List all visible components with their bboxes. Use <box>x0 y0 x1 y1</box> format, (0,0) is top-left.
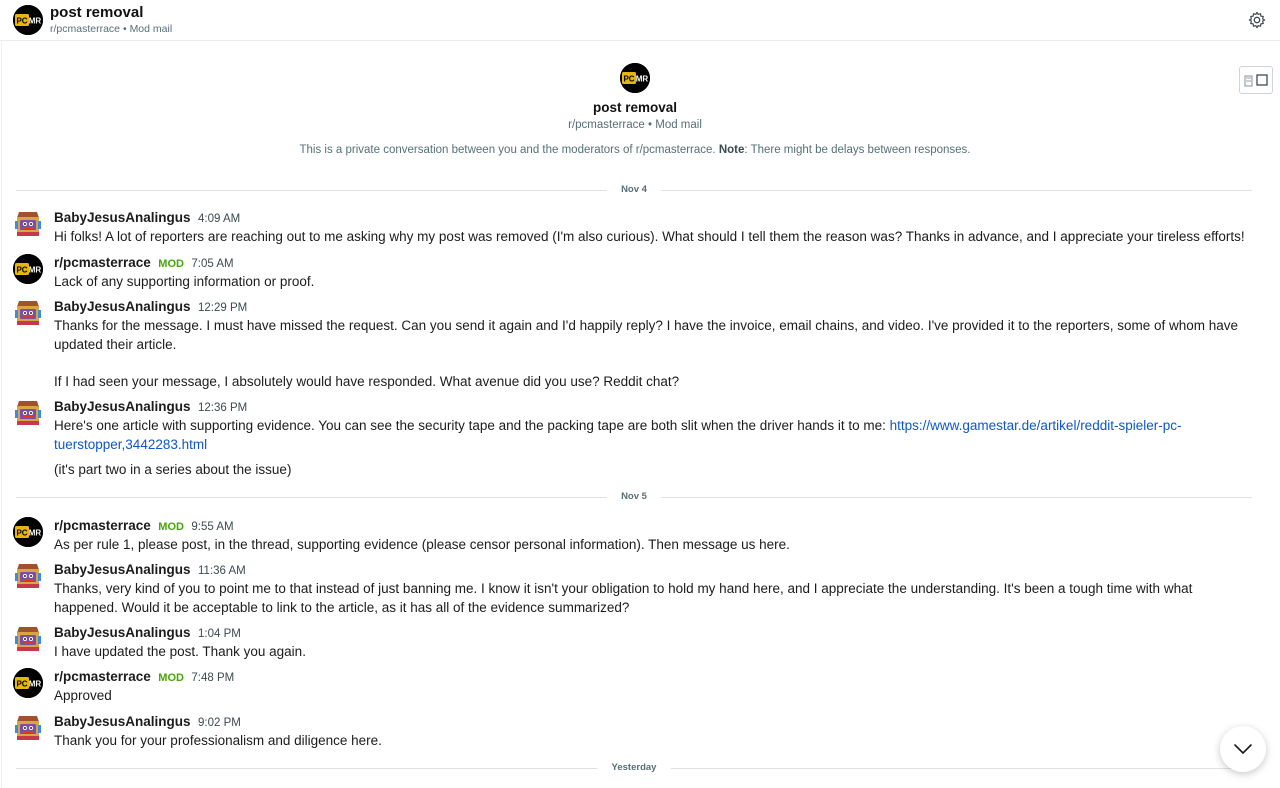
user-avatar[interactable] <box>13 298 43 328</box>
message-text: Here's one article with supporting evidence. You can see the security tape and the packing tape are both slit when the driver hands it to me: <box>54 418 886 433</box>
message-meta <box>54 209 240 227</box>
message-time: 7:48 PM <box>191 672 235 684</box>
modmail-header <box>0 0 1280 41</box>
user-avatar[interactable] <box>13 624 43 654</box>
conversation-context: Mod mail <box>655 119 702 131</box>
message-text-paragraph-2: (it's part two in a series about the issue) <box>54 462 292 477</box>
message-text: Thank you for your professionalism and diligence here. <box>54 733 382 748</box>
message-body <box>54 536 1254 555</box>
message-meta <box>54 398 247 416</box>
day-divider-label: Nov 5 <box>607 490 661 504</box>
subreddit-avatar[interactable] <box>13 517 43 547</box>
conversation-separator: • <box>648 119 653 131</box>
subreddit-avatar[interactable] <box>13 5 43 35</box>
message-author[interactable]: r/pcmasterrace <box>54 518 151 533</box>
chevron-down-icon <box>1233 743 1253 755</box>
message-text: As per rule 1, please post, in the thread, supporting evidence (please censor personal information). Then message us here. <box>54 537 790 552</box>
message-body <box>54 580 1254 617</box>
message-meta <box>54 713 241 731</box>
message-text-with-link <box>54 417 1254 454</box>
privacy-note-rest: : There might be delays between responses. <box>744 144 971 156</box>
message-body <box>54 228 1254 247</box>
message-text: Thanks, very kind of you to point me to that instead of just banning me. I know it isn't your obligation to hold my hand here, and I appreciate the understanding. It's been a tough time with what happened. Would it be acceptable to link to the article, as it has all of the evidence summarized? <box>54 581 1193 615</box>
scroll-to-bottom-button[interactable] <box>1220 726 1266 772</box>
message-time: 1:04 PM <box>198 628 241 640</box>
message-text: Lack of any supporting information or proof. <box>54 274 315 289</box>
privacy-note <box>0 144 1270 156</box>
day-divider <box>16 761 1252 775</box>
message-author[interactable]: BabyJesusAnalingus <box>54 625 191 640</box>
user-avatar[interactable] <box>13 209 43 239</box>
day-divider <box>16 183 1252 197</box>
pcmr-logo-icon <box>13 5 43 35</box>
message-text: Hi folks! A lot of reporters are reaching out to me asking why my post was removed (I'm also curious). What should I tell them the reason was? Thanks in advance, and I appreciate your tireless efforts! <box>54 229 1245 244</box>
header-title: post removal <box>50 4 144 21</box>
message-body <box>54 317 1254 391</box>
message-body <box>54 732 1254 751</box>
message-author[interactable]: r/pcmasterrace <box>54 255 151 270</box>
day-divider <box>16 490 1252 504</box>
user-avatar[interactable] <box>13 561 43 591</box>
header-subtitle <box>50 23 172 35</box>
message-author[interactable]: BabyJesusAnalingus <box>54 714 191 729</box>
message-time: 9:55 AM <box>191 521 234 533</box>
day-divider-label: Yesterday <box>598 761 671 775</box>
message-author[interactable]: BabyJesusAnalingus <box>54 399 191 414</box>
message-body <box>54 417 1254 480</box>
conversation-subreddit-link[interactable]: r/pcmasterrace <box>568 119 645 131</box>
expand-button[interactable] <box>1239 66 1273 94</box>
message-meta <box>54 254 234 272</box>
article-link[interactable]: https://www.gamestar.de/artikel/reddit-spieler-pc-tuerstopper,3442283.html <box>54 418 1182 452</box>
pcmr-logo-icon <box>13 517 43 547</box>
message-author[interactable]: r/pcmasterrace <box>54 669 151 684</box>
message-text: Approved <box>54 688 112 703</box>
message-meta <box>54 298 247 316</box>
subreddit-avatar[interactable] <box>13 668 43 698</box>
expand-icon <box>1243 72 1269 88</box>
user-avatar[interactable] <box>13 398 43 428</box>
message-author[interactable]: BabyJesusAnalingus <box>54 210 191 225</box>
privacy-note-text: This is a private conversation between you and the moderators of r/pcmasterrace. <box>299 144 716 156</box>
header-context: Mod mail <box>129 23 173 35</box>
pcmr-logo-icon <box>620 63 650 93</box>
message-text: I have updated the post. Thank you again. <box>54 644 306 659</box>
pcmr-logo-icon <box>13 668 43 698</box>
message-meta <box>54 517 234 535</box>
conversation-header <box>0 60 1270 156</box>
conversation-title: post removal <box>592 100 678 115</box>
message-time: 4:09 AM <box>198 213 241 225</box>
message-author[interactable]: BabyJesusAnalingus <box>54 562 191 577</box>
message-body <box>54 643 1254 662</box>
message-time: 12:36 PM <box>198 402 248 414</box>
header-separator: • <box>122 23 127 35</box>
pcmr-logo-icon <box>13 254 43 284</box>
message-body <box>54 273 1254 292</box>
subreddit-avatar[interactable] <box>13 254 43 284</box>
mod-badge: MOD <box>158 258 184 270</box>
message-text: Thanks for the message. I must have missed the request. Can you send it again and I'd happily reply? I have the invoice, email chains, and video. I've provided it to the reporters, some of whom have updated their article. <box>54 318 1239 352</box>
day-divider-label: Nov 4 <box>607 183 661 197</box>
header-subreddit-link[interactable]: r/pcmasterrace <box>50 23 121 35</box>
message-time: 7:05 AM <box>191 258 234 270</box>
message-meta <box>54 624 241 642</box>
gear-icon[interactable] <box>1248 11 1266 29</box>
message-time: 9:02 PM <box>198 717 241 729</box>
message-meta <box>54 561 246 579</box>
mod-badge: MOD <box>158 672 184 684</box>
conversation-subreddit-avatar[interactable] <box>620 63 650 93</box>
privacy-note-label: Note <box>718 144 745 156</box>
message-text-paragraph-2: If I had seen your message, I absolutely would have responded. What avenue did you use? Reddit chat? <box>54 373 680 389</box>
mod-badge: MOD <box>158 521 184 533</box>
conversation-subtitle <box>0 119 1270 131</box>
message-body <box>54 687 1254 706</box>
message-time: 11:36 AM <box>198 565 246 577</box>
message-meta <box>54 668 234 686</box>
message-author[interactable]: BabyJesusAnalingus <box>54 299 191 314</box>
user-avatar[interactable] <box>13 713 43 743</box>
message-time: 12:29 PM <box>198 302 248 314</box>
